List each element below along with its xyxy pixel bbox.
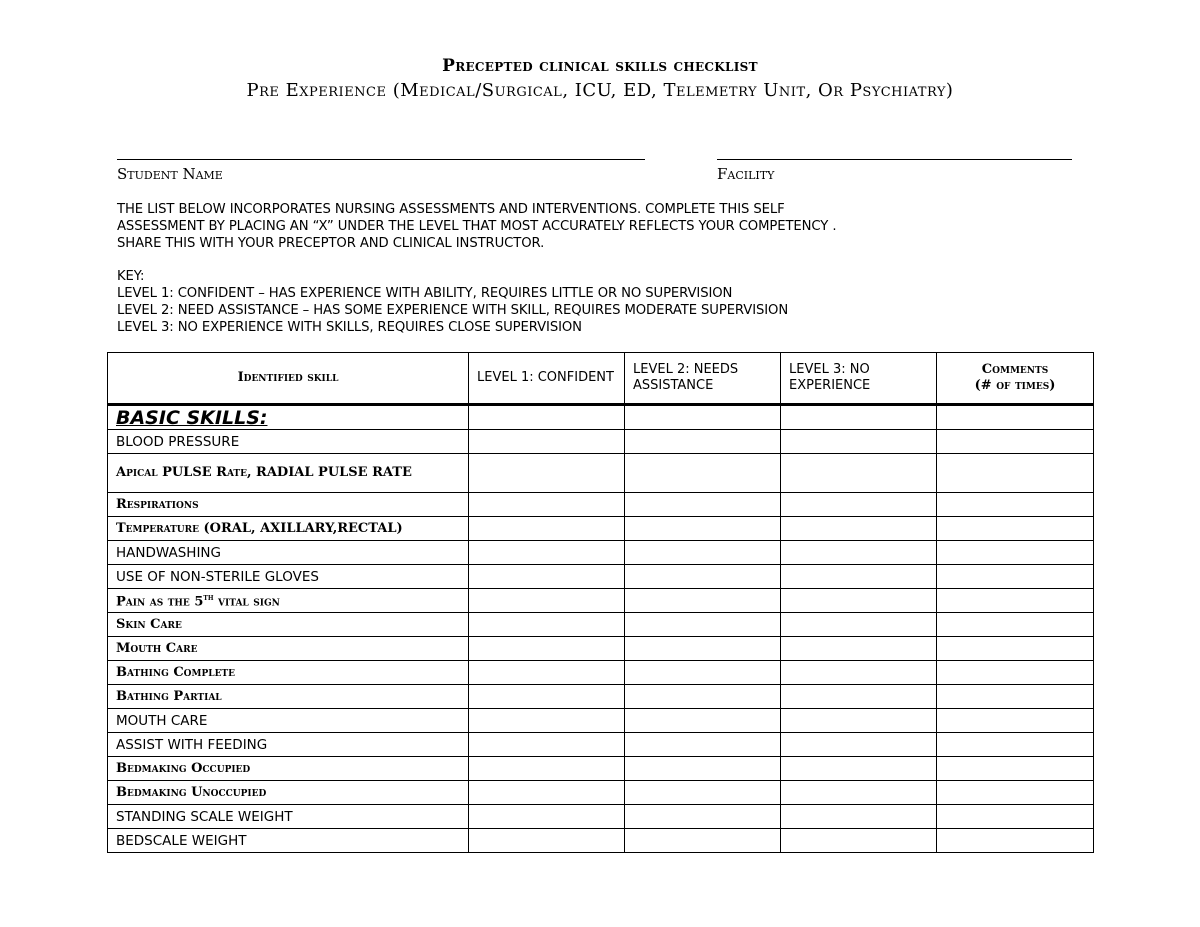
level-2-cell[interactable] bbox=[625, 829, 781, 853]
level-2-cell[interactable] bbox=[625, 685, 781, 709]
level-3-cell[interactable] bbox=[781, 637, 937, 661]
level-2-cell[interactable] bbox=[625, 541, 781, 565]
skills-table bbox=[107, 352, 1094, 853]
table-row bbox=[108, 685, 1094, 709]
level-3-cell[interactable] bbox=[781, 405, 937, 430]
comments-cell[interactable] bbox=[937, 613, 1094, 637]
comments-cell[interactable] bbox=[937, 685, 1094, 709]
skill-name: Apical PULSE Rate, RADIAL PULSE RATE bbox=[108, 454, 469, 493]
level-1-cell[interactable] bbox=[469, 405, 625, 430]
level-2-cell[interactable] bbox=[625, 430, 781, 454]
skill-name: BEDSCALE WEIGHT bbox=[108, 829, 469, 853]
instructions bbox=[117, 201, 1097, 252]
comments-cell[interactable] bbox=[937, 805, 1094, 829]
level-1-cell[interactable] bbox=[469, 661, 625, 685]
comments-cell[interactable] bbox=[937, 829, 1094, 853]
level-2-cell[interactable] bbox=[625, 781, 781, 805]
comments-cell[interactable] bbox=[937, 589, 1094, 613]
key-level-1: LEVEL 1: CONFIDENT – HAS EXPERIENCE WITH ABILITY, REQUIRES LITTLE OR NO SUPERVISION bbox=[117, 286, 733, 301]
level-2-cell[interactable] bbox=[625, 661, 781, 685]
instructions-line: SHARE THIS WITH YOUR PRECEPTOR AND CLINICAL INSTRUCTOR. bbox=[117, 236, 545, 251]
level-3-cell[interactable] bbox=[781, 709, 937, 733]
level-3-cell[interactable] bbox=[781, 430, 937, 454]
level-3-cell[interactable] bbox=[781, 454, 937, 493]
level-1-cell[interactable] bbox=[469, 541, 625, 565]
level-2-cell[interactable] bbox=[625, 565, 781, 589]
level-1-cell[interactable] bbox=[469, 805, 625, 829]
level-2-cell[interactable] bbox=[625, 757, 781, 781]
level-2-cell[interactable] bbox=[625, 733, 781, 757]
skill-name: Bedmaking Unoccupied bbox=[108, 781, 469, 805]
key-level-3: LEVEL 3: NO EXPERIENCE WITH SKILLS, REQUIRES CLOSE SUPERVISION bbox=[117, 320, 582, 335]
comments-cell[interactable] bbox=[937, 661, 1094, 685]
level-2-cell[interactable] bbox=[625, 589, 781, 613]
skill-name: Pain as the 5th vital sign bbox=[108, 589, 469, 613]
skill-name: Skin Care bbox=[108, 613, 469, 637]
level-3-cell[interactable] bbox=[781, 613, 937, 637]
skill-name: STANDING SCALE WEIGHT bbox=[108, 805, 469, 829]
skill-name: USE OF NON-STERILE GLOVES bbox=[108, 565, 469, 589]
instructions-line: ASSESSMENT BY PLACING AN “X” UNDER THE LEVEL THAT MOST ACCURATELY REFLECTS YOUR COMPETENCY . bbox=[117, 219, 837, 234]
comments-cell[interactable] bbox=[937, 493, 1094, 517]
level-1-cell[interactable] bbox=[469, 589, 625, 613]
comments-cell[interactable] bbox=[937, 405, 1094, 430]
level-1-cell[interactable] bbox=[469, 757, 625, 781]
comments-cell[interactable] bbox=[937, 565, 1094, 589]
comments-cell[interactable] bbox=[937, 733, 1094, 757]
level-1-cell[interactable] bbox=[469, 829, 625, 853]
skill-name: Mouth Care bbox=[108, 637, 469, 661]
table-row bbox=[108, 517, 1094, 541]
level-3-cell[interactable] bbox=[781, 517, 937, 541]
skill-name: Bathing Complete bbox=[108, 661, 469, 685]
key-legend bbox=[117, 268, 1097, 336]
table-row bbox=[108, 541, 1094, 565]
level-3-cell[interactable] bbox=[781, 805, 937, 829]
table-row bbox=[108, 589, 1094, 613]
header-comments-title: Comments bbox=[981, 362, 1049, 377]
facility-label: Facility bbox=[717, 165, 775, 183]
table-row bbox=[108, 733, 1094, 757]
skill-name: Respirations bbox=[108, 493, 469, 517]
level-2-cell[interactable] bbox=[625, 517, 781, 541]
level-1-cell[interactable] bbox=[469, 613, 625, 637]
level-1-cell[interactable] bbox=[469, 733, 625, 757]
level-3-cell[interactable] bbox=[781, 781, 937, 805]
level-1-cell[interactable] bbox=[469, 493, 625, 517]
level-3-cell[interactable] bbox=[781, 685, 937, 709]
comments-cell[interactable] bbox=[937, 517, 1094, 541]
student-name-label: Student Name bbox=[117, 165, 223, 183]
level-1-cell[interactable] bbox=[469, 565, 625, 589]
table-row bbox=[108, 454, 1094, 493]
table-row bbox=[108, 613, 1094, 637]
header-level-3: LEVEL 3: NO EXPERIENCE bbox=[781, 353, 937, 405]
level-3-cell[interactable] bbox=[781, 829, 937, 853]
skill-name: Bathing Partial bbox=[108, 685, 469, 709]
level-3-cell[interactable] bbox=[781, 565, 937, 589]
level-1-cell[interactable] bbox=[469, 709, 625, 733]
skill-name: Bedmaking Occupied bbox=[108, 757, 469, 781]
level-1-cell[interactable] bbox=[469, 685, 625, 709]
table-row bbox=[108, 757, 1094, 781]
instructions-line: THE LIST BELOW INCORPORATES NURSING ASSESSMENTS AND INTERVENTIONS. COMPLETE THIS SELF bbox=[117, 202, 785, 217]
level-3-cell[interactable] bbox=[781, 541, 937, 565]
comments-cell[interactable] bbox=[937, 454, 1094, 493]
level-3-cell[interactable] bbox=[781, 493, 937, 517]
table-row bbox=[108, 493, 1094, 517]
comments-cell[interactable] bbox=[937, 430, 1094, 454]
level-2-cell[interactable] bbox=[625, 637, 781, 661]
document-title: Precepted clinical skills checklist bbox=[442, 56, 758, 76]
level-2-cell[interactable] bbox=[625, 805, 781, 829]
level-2-cell[interactable] bbox=[625, 454, 781, 493]
level-2-cell[interactable] bbox=[625, 405, 781, 430]
document-subtitle: Pre Experience (Medical/Surgical, ICU, ED, Telemetry Unit, Or Psychiatry) bbox=[246, 80, 954, 101]
level-3-cell[interactable] bbox=[781, 589, 937, 613]
comments-cell[interactable] bbox=[937, 637, 1094, 661]
table-row bbox=[108, 661, 1094, 685]
skill-name: MOUTH CARE bbox=[108, 709, 469, 733]
level-1-cell[interactable] bbox=[469, 430, 625, 454]
comments-cell[interactable] bbox=[937, 541, 1094, 565]
skill-name: BLOOD PRESSURE bbox=[108, 430, 469, 454]
table-row bbox=[108, 709, 1094, 733]
header-identified-skill: Identified skill bbox=[108, 353, 469, 405]
level-2-cell[interactable] bbox=[625, 613, 781, 637]
header-comments-subtitle: (# of times) bbox=[974, 378, 1056, 393]
level-2-cell[interactable] bbox=[625, 493, 781, 517]
key-label: KEY: bbox=[117, 269, 145, 284]
level-3-cell[interactable] bbox=[781, 661, 937, 685]
table-row bbox=[108, 430, 1094, 454]
table-row bbox=[108, 637, 1094, 661]
comments-cell[interactable] bbox=[937, 757, 1094, 781]
level-3-cell[interactable] bbox=[781, 733, 937, 757]
table-row bbox=[108, 565, 1094, 589]
header-level-1: LEVEL 1: CONFIDENT bbox=[469, 353, 625, 405]
level-1-cell[interactable] bbox=[469, 637, 625, 661]
comments-cell[interactable] bbox=[937, 709, 1094, 733]
table-row bbox=[108, 781, 1094, 805]
level-1-cell[interactable] bbox=[469, 454, 625, 493]
student-name-line[interactable] bbox=[117, 159, 645, 160]
level-2-cell[interactable] bbox=[625, 709, 781, 733]
header-level-2: LEVEL 2: NEEDS ASSISTANCE bbox=[625, 353, 781, 405]
comments-cell[interactable] bbox=[937, 781, 1094, 805]
table-row bbox=[108, 805, 1094, 829]
section-row-basic-skills bbox=[108, 405, 1094, 430]
table-header-row bbox=[108, 353, 1094, 405]
header-comments bbox=[937, 353, 1094, 405]
skill-name: HANDWASHING bbox=[108, 541, 469, 565]
level-3-cell[interactable] bbox=[781, 757, 937, 781]
table-row bbox=[108, 829, 1094, 853]
skill-name: Temperature (ORAL, AXILLARY,RECTAL) bbox=[108, 517, 469, 541]
skill-name: ASSIST WITH FEEDING bbox=[108, 733, 469, 757]
level-1-cell[interactable] bbox=[469, 781, 625, 805]
facility-line[interactable] bbox=[717, 159, 1072, 160]
level-1-cell[interactable] bbox=[469, 517, 625, 541]
key-level-2: LEVEL 2: NEED ASSISTANCE – HAS SOME EXPERIENCE WITH SKILL, REQUIRES MODERATE SUPERVISION bbox=[117, 303, 789, 318]
section-title: BASIC SKILLS: bbox=[108, 405, 469, 430]
